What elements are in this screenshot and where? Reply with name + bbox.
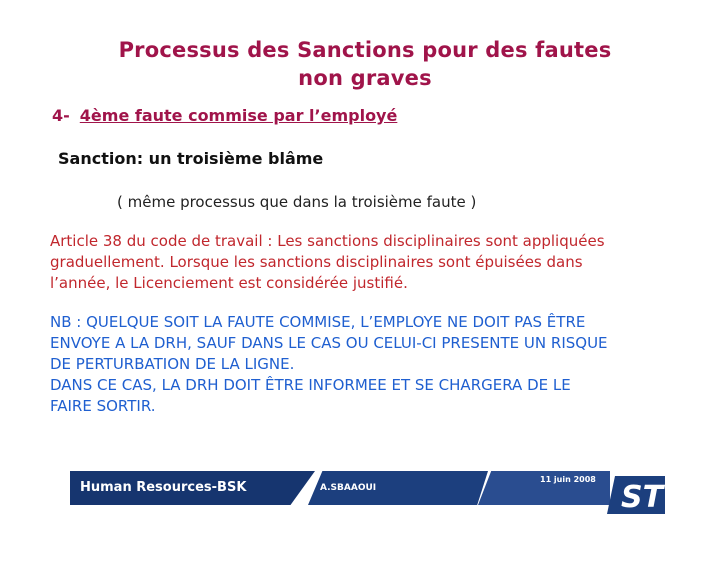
- nb-line: ENVOYE A LA DRH, SAUF DANS LE CAS OU CELUI-CI PRESENTE UN RISQUE: [50, 334, 608, 352]
- footer-author: A.SBAAOUI: [320, 483, 377, 493]
- nb-line: FAIRE SORTIR.: [50, 397, 156, 415]
- nb-line: DANS CE CAS, LA DRH DOIT ÊTRE INFORMEE ET SE CHARGERA DE LE: [50, 376, 571, 394]
- article-line: l’année, le Licenciement est considérée justifié.: [50, 274, 408, 292]
- article-line: Article 38 du code de travail : Les sanctions disciplinaires sont appliquées: [50, 232, 605, 250]
- article-line: graduellement. Lorsque les sanctions disciplinaires sont épuisées dans: [50, 253, 583, 271]
- sanction-label: Sanction: un troisième blâme: [58, 149, 324, 168]
- section-heading-text: 4ème faute commise par l’employé: [79, 106, 398, 125]
- slide-title-line-1: Processus des Sanctions pour des fautes: [118, 38, 612, 62]
- st-logo-icon: [607, 476, 665, 514]
- nb-line: DE PERTURBATION DE LA LIGNE.: [50, 355, 295, 373]
- section-number: 4-: [52, 106, 70, 125]
- footer-date: 11 juin 2008: [540, 475, 596, 484]
- process-note: ( même processus que dans la troisième faute ): [117, 193, 477, 211]
- slide-title: [60, 36, 670, 92]
- nb-line: NB : QUELQUE SOIT LA FAUTE COMMISE, L’EMPLOYE NE DOIT PAS ÊTRE: [50, 313, 586, 331]
- slide-title-line-2: non graves: [298, 66, 432, 90]
- section-heading: [52, 105, 397, 127]
- st-logo-text: ST: [621, 480, 664, 514]
- nb-paragraph: [50, 312, 710, 417]
- article-paragraph: [50, 231, 690, 294]
- footer-department: Human Resources-BSK: [80, 480, 247, 495]
